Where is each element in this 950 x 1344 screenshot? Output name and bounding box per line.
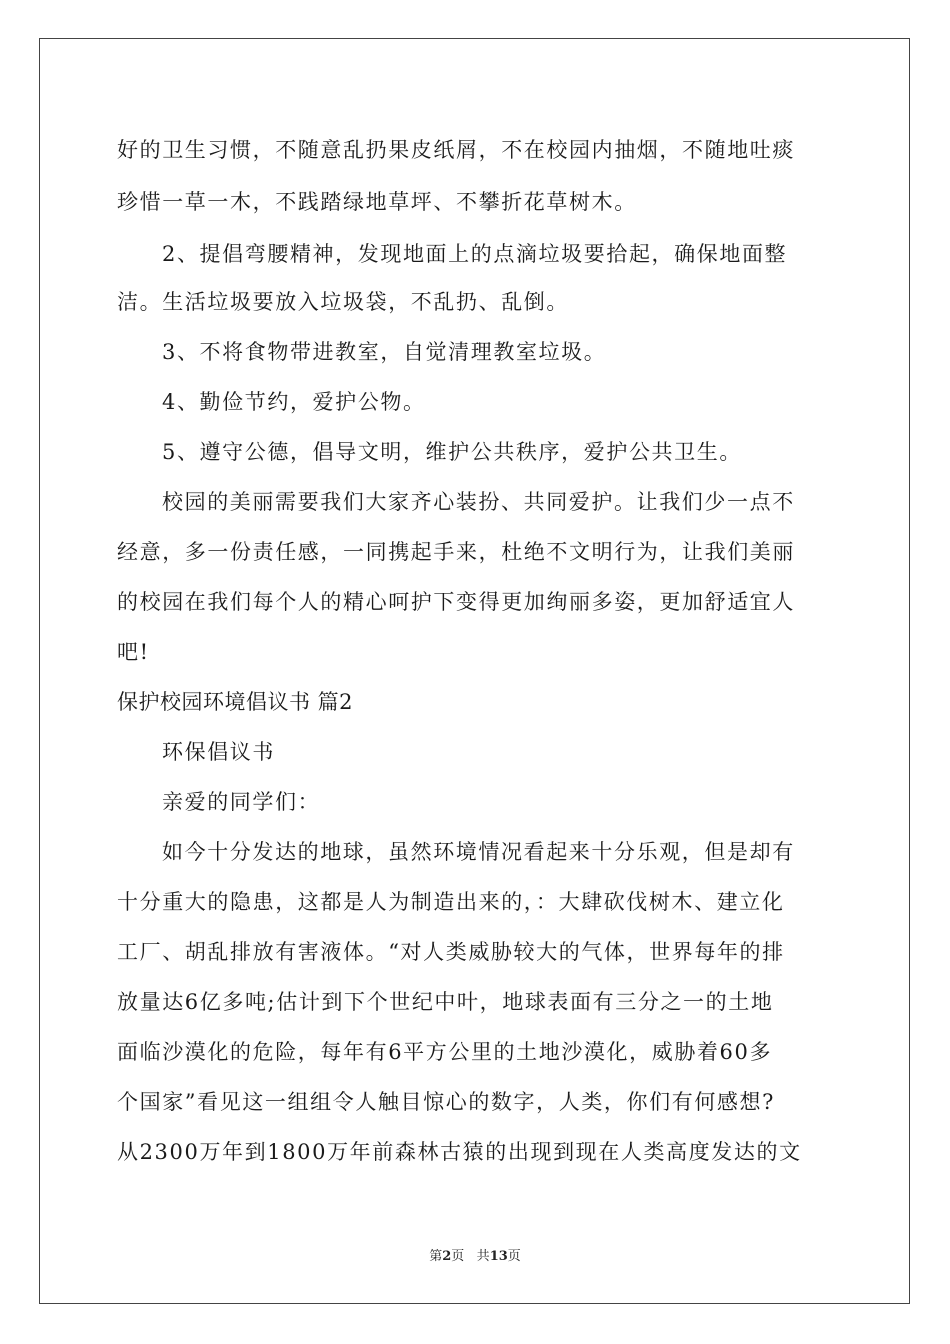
body-line: 工厂、胡乱排放有害液体。“对人类威胁较大的气体，世界每年的排 — [117, 940, 785, 964]
body-line: 放量达6亿多吨;估计到下个世纪中叶，地球表面有三分之一的土地 — [117, 990, 774, 1014]
body-line: 洁。生活垃圾要放入垃圾袋，不乱扔、乱倒。 — [117, 290, 569, 314]
body-line: 十分重大的隐患，这都是人为制造出来的，：大肆砍伐树木、建立化 — [117, 890, 785, 914]
body-line: 珍惜一草一木，不践踏绿地草坪、不攀折花草树木。 — [117, 190, 637, 214]
body-line: 吧! — [117, 640, 150, 664]
footer-page-unit: 页 — [451, 1249, 465, 1264]
body-line: 从2300万年到1800万年前森林古猿的出现到现在人类高度发达的文 — [117, 1140, 802, 1164]
body-line: 4、勤俭节约，爱护公物。 — [162, 390, 426, 414]
body-line: 好的卫生习惯，不随意乱扔果皮纸屑，不在校园内抽烟，不随地吐痰 — [117, 138, 795, 162]
body-line: 经意，多一份责任感，一同携起手来，杜绝不文明行为，让我们美丽 — [117, 540, 795, 564]
body-line: 5、遵守公德，倡导文明，维护公共秩序，爱护公共卫生。 — [162, 440, 742, 464]
body-line: 面临沙漠化的危险，每年有6平方公里的土地沙漠化，威胁着60多 — [117, 1040, 773, 1064]
body-line: 校园的美丽需要我们大家齐心装扮、共同爱护。让我们少一点不 — [162, 490, 795, 514]
body-line: 的校园在我们每个人的精心呵护下变得更加绚丽多姿，更加舒适宜人 — [117, 590, 795, 614]
footer-total-prefix: 共 — [476, 1249, 490, 1264]
letter-title: 环保倡议书 — [162, 740, 275, 764]
footer-page-number: 2 — [442, 1249, 452, 1264]
section-heading: 保护校园环境倡议书 篇2 — [117, 690, 354, 714]
footer-total-unit: 页 — [507, 1249, 521, 1264]
footer-total-pages: 13 — [489, 1249, 508, 1264]
body-line: 3、不将食物带进教室，自觉清理教室垃圾。 — [162, 340, 607, 364]
salutation: 亲爱的同学们： — [162, 790, 321, 814]
body-line: 2、提倡弯腰精神，发现地面上的点滴垃圾要拾起，确保地面整 — [162, 242, 788, 266]
body-line: 个国家”看见这一组组令人触目惊心的数字，人类，你们有何感想? — [117, 1090, 775, 1114]
page-footer — [0, 1245, 950, 1264]
footer-prefix: 第 — [429, 1249, 443, 1264]
body-line: 如今十分发达的地球，虽然环境情况看起来十分乐观，但是却有 — [162, 840, 795, 864]
